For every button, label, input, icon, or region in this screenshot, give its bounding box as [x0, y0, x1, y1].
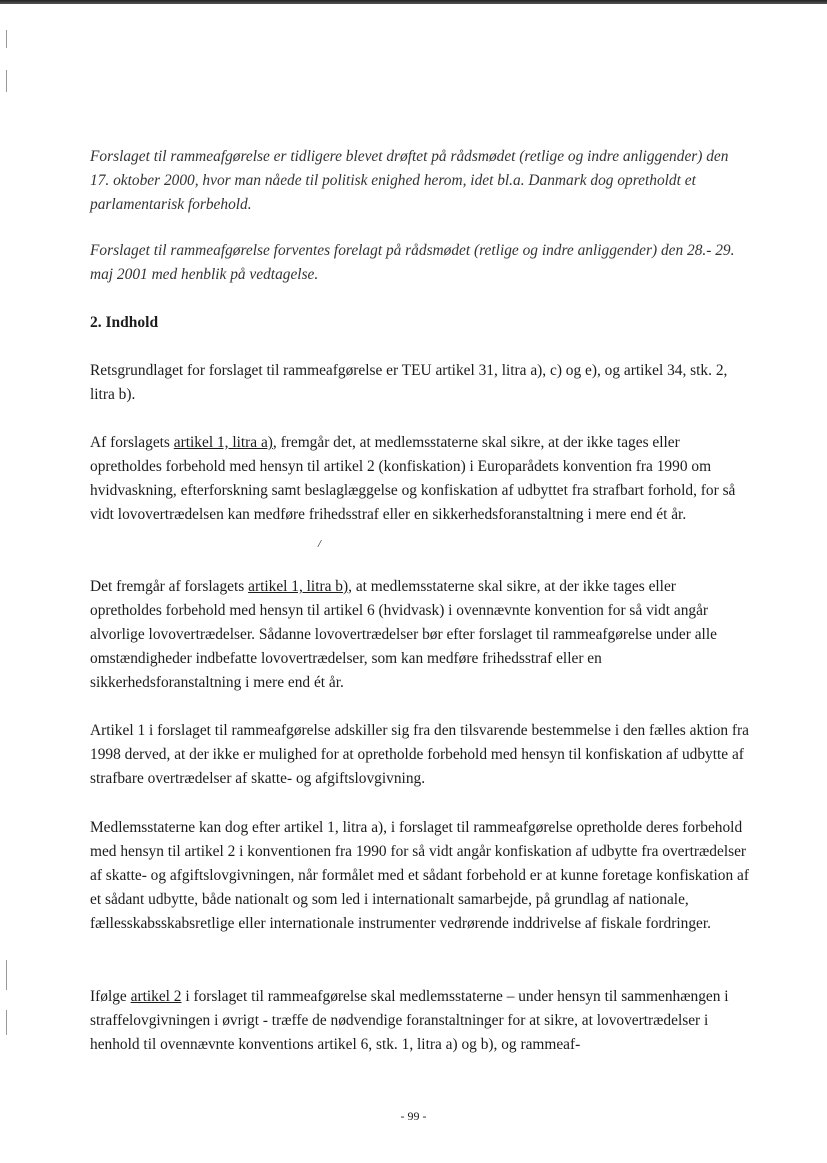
article-reference: artikel 1, litra a): [173, 434, 273, 451]
paragraph-article-1b: [90, 575, 750, 695]
paragraph-council-discussion: Forslaget til rammeafgørelse er tidligere blevet drøftet på rådsmødet (retlige og indre anliggender) den 17. oktober 2000, hvor man nåede til politisk enighed herom, idet bl.a. Danmark dog opretholdt et parlamentarisk forbehold.: [90, 148, 729, 213]
scan-edge-mark: [6, 30, 7, 48]
article-reference: artikel 2: [130, 988, 182, 1005]
text-run: , at medlemsstaterne skal sikre, at der ikke tages eller opretholdes forbehold med hensyn til artikel 6 (hvidvask) i ovennævnte konvention for så vidt angår alvorlige lovovertrædelser. Sådanne lovovertrædelser bør efter forslaget til rammeafgørelse under alle omstændigheder indbefatte lovovertrædelser, som kan medføre frihedsstraf eller en sikkerhedsforanstaltning i mere end ét år.: [90, 578, 717, 691]
text-run: i forslaget til rammeafgørelse skal medlemsstaterne – under hensyn til sammenhængen i straffelovgivningen i øvrigt - træffe de nødvendige foranstaltninger for at sikre, at lovovertrædelser i henhold til ovennævnte konventions artikel 6, stk. 1, litra a) og b), og rammeaf-: [90, 988, 729, 1053]
scan-top-edge: [0, 0, 827, 4]
text-run: Det fremgår af forslagets: [90, 578, 249, 595]
page-number: - 99 -: [400, 1109, 427, 1123]
scan-speck: /: [318, 538, 322, 550]
paragraph-article-2: [90, 985, 750, 1057]
paragraph-article-1a: [90, 431, 750, 527]
text-run: Af forslagets: [90, 434, 174, 451]
scan-edge-mark: [6, 1010, 7, 1035]
text-run: , fremgår det, at medlemsstaterne skal sikre, at der ikke tages eller opretholdes forbehold med hensyn til artikel 2 (konfiskation) i Europarådets konvention fra 1990 om hvidvaskning, efterforskning samt beslaglæggelse og konfiskation af udbyttet fra strafbart forhold, for så vidt lovovertrædelsen kan medføre frihedsstraf eller en sikkerhedsforanstaltning i mere end ét år.: [90, 434, 736, 523]
paragraph-legal-basis: Retsgrundlaget for forslaget til rammeafgørelse er TEU artikel 31, litra a), c) og e), og artikel 34, stk. 2, litra b).: [90, 362, 728, 403]
article-reference: artikel 1, litra b): [248, 578, 349, 595]
section-heading: 2. Indhold: [90, 314, 159, 331]
paragraph-member-states-reservation: Medlemsstaterne kan dog efter artikel 1, litra a), i forslaget til rammeafgørelse opretholde deres forbehold med hensyn til artikel 2 i konventionen fra 1990 for så vidt angår konfiskation af udbytte fra overtrædelser af skatte- og afgiftslovgivningen, når formålet med et sådant forbehold er at kunne foretage konfiskation af et sådant udbytte, både nationalt og som led i internationalt samarbejde, på grundlag af nationale, fællesskabsskabsretlige eller internationale instrumenter vedrørende inddrivelse af fiskale fordringer.: [90, 819, 750, 932]
text-run: Ifølge: [90, 988, 131, 1005]
paragraph-article-1-difference: Artikel 1 i forslaget til rammeafgørelse adskiller sig fra den tilsvarende bestemmelse i den fælles aktion fra 1998 derved, at der ikke er mulighed for at opretholde forbehold med hensyn til konfiskation af udbytte af strafbare overtrædelser af skatte- og afgiftslovgivning.: [90, 722, 750, 787]
scan-edge-mark: [6, 960, 7, 990]
scan-edge-mark: [6, 70, 7, 92]
paragraph-council-adoption: Forslaget til rammeafgørelse forventes forelagt på rådsmødet (retlige og indre anliggender) den 28.- 29. maj 2001 med henblik på vedtagelse.: [90, 242, 735, 283]
